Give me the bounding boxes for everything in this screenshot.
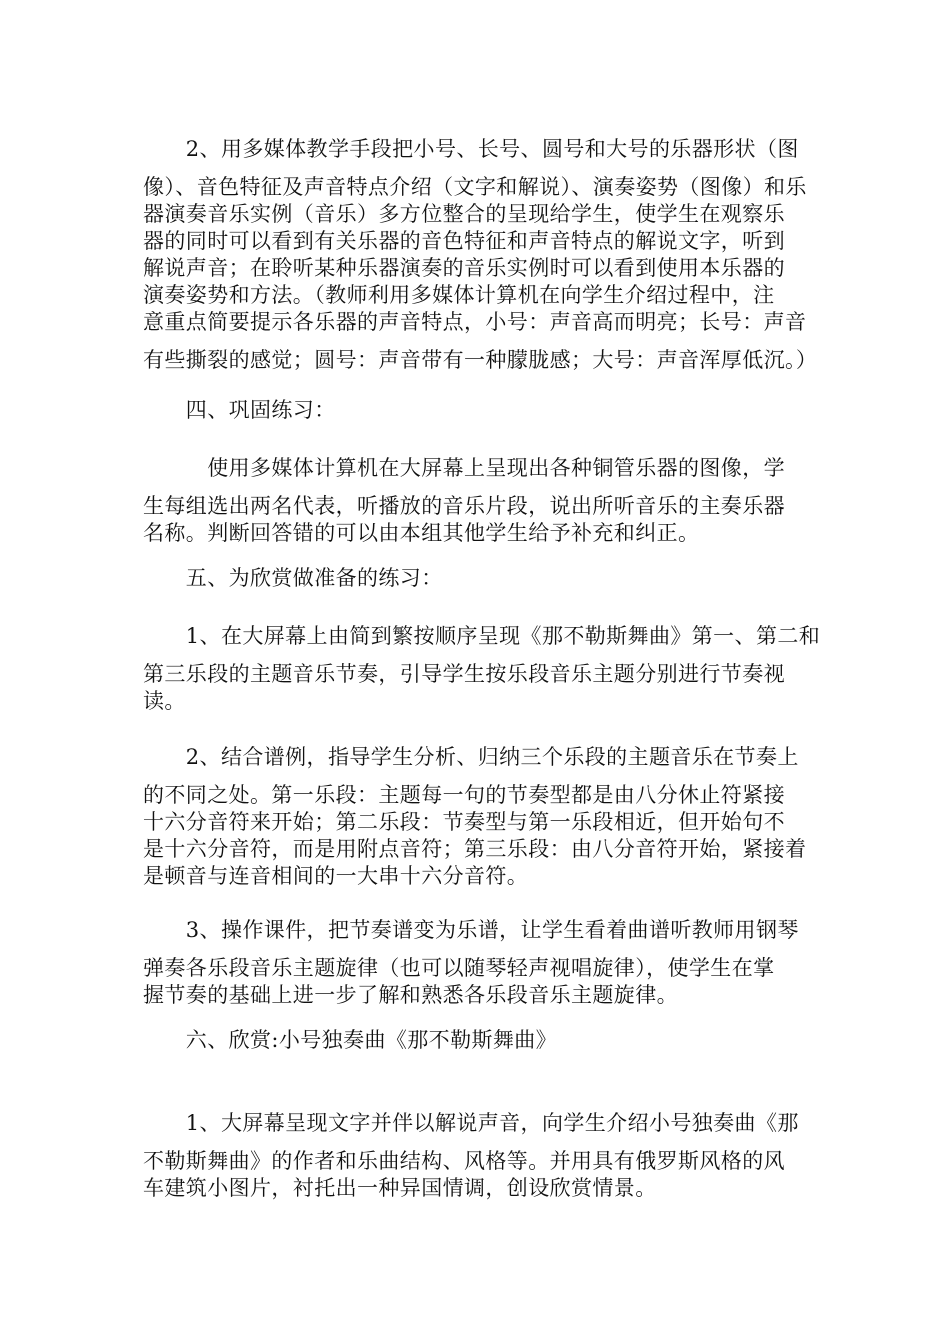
text-line: 像）、音色特征及声音特点介绍（文字和解说）、演奏姿势（图像）和乐: [143, 175, 807, 199]
text-line: 的不同之处。第一乐段：主题每一句的节奏型都是由八分休止符紧接: [143, 783, 785, 807]
paragraph-piece-introduction: [143, 1110, 811, 1202]
paragraph-practice-activity: [143, 455, 811, 547]
section-heading-consolidation-practice: [143, 397, 811, 424]
text-line: 读。: [143, 689, 186, 713]
text-line: 名称。判断回答错的可以由本组其他学生给予补充和纠正。: [143, 521, 700, 545]
text-line: 2、结合谱例，指导学生分析、归纳三个乐段的主题音乐在节奏上: [143, 745, 799, 769]
text-line: 握节奏的基础上进一步了解和熟悉各乐段音乐主题旋律。: [143, 983, 678, 1007]
text-line: 是十六分音符，而是用附点音符；第三乐段：由八分音符开始，紧接着: [143, 837, 807, 861]
paragraph-rhythm-analysis: [143, 744, 811, 890]
text-line: 生每组选出两名代表，听播放的音乐片段，说出所听音乐的主奏乐器: [143, 494, 785, 518]
text-line: 十六分音符来开始；第二乐段：节奏型与第一乐段相近，但开始句不: [143, 810, 785, 834]
paragraph-rhythm-presentation: [143, 623, 821, 715]
section-heading-appreciation-preparation: [143, 565, 811, 592]
heading-text: 四、巩固练习：: [143, 398, 336, 422]
text-line: 解说声音；在聆听某种乐器演奏的音乐实例时可以看到使用本乐器的: [143, 256, 785, 280]
text-line: 1、在大屏幕上由简到繁按顺序呈现《那不勒斯舞曲》第一、第二和: [143, 624, 821, 648]
paragraph-courseware-operation: [143, 917, 811, 1009]
text-line: 第三乐段的主题音乐节奏，引导学生按乐段音乐主题分别进行节奏视: [143, 662, 785, 686]
text-line: 车建筑小图片，衬托出一种异国情调，创设欣赏情景。: [143, 1176, 657, 1200]
text-line: 器的同时可以看到有关乐器的音色特征和声音特点的解说文字，听到: [143, 229, 785, 253]
text-line: 意重点简要提示各乐器的声音特点，小号：声音高而明亮；长号：声音: [143, 310, 807, 334]
text-line: 演奏姿势和方法。（教师利用多媒体计算机在向学生介绍过程中，注: [143, 283, 775, 307]
text-line: 不勒斯舞曲》的作者和乐曲结构、风格等。并用具有俄罗斯风格的风: [143, 1149, 785, 1173]
paragraph-instrument-introduction: [143, 136, 818, 374]
text-line: 器演奏音乐实例（音乐）多方位整合的呈现给学生，使学生在观察乐: [143, 202, 785, 226]
text-line: 有些撕裂的感觉；圆号：声音带有一种朦胧感；大号：声音浑厚低沉。）: [143, 348, 818, 372]
text-line: 2、用多媒体教学手段把小号、长号、圆号和大号的乐器形状（图: [143, 137, 799, 161]
text-line: 弹奏各乐段音乐主题旋律（也可以随琴轻声视唱旋律），使学生在掌: [143, 956, 775, 980]
text-line: 1、大屏幕呈现文字并伴以解说声音，向学生介绍小号独奏曲《那: [143, 1111, 799, 1135]
section-heading-appreciation: [143, 1027, 811, 1054]
text-line: 使用多媒体计算机在大屏幕上呈现出各种铜管乐器的图像，学: [143, 456, 785, 480]
heading-text: 六、欣赏:小号独奏曲《那不勒斯舞曲》: [143, 1028, 558, 1052]
text-line: 是顿音与连音相间的一大串十六分音符。: [143, 864, 529, 888]
heading-text: 五、为欣赏做准备的练习：: [143, 566, 443, 590]
text-line: 3、操作课件，把节奏谱变为乐谱，让学生看着曲谱听教师用钢琴: [143, 918, 799, 942]
